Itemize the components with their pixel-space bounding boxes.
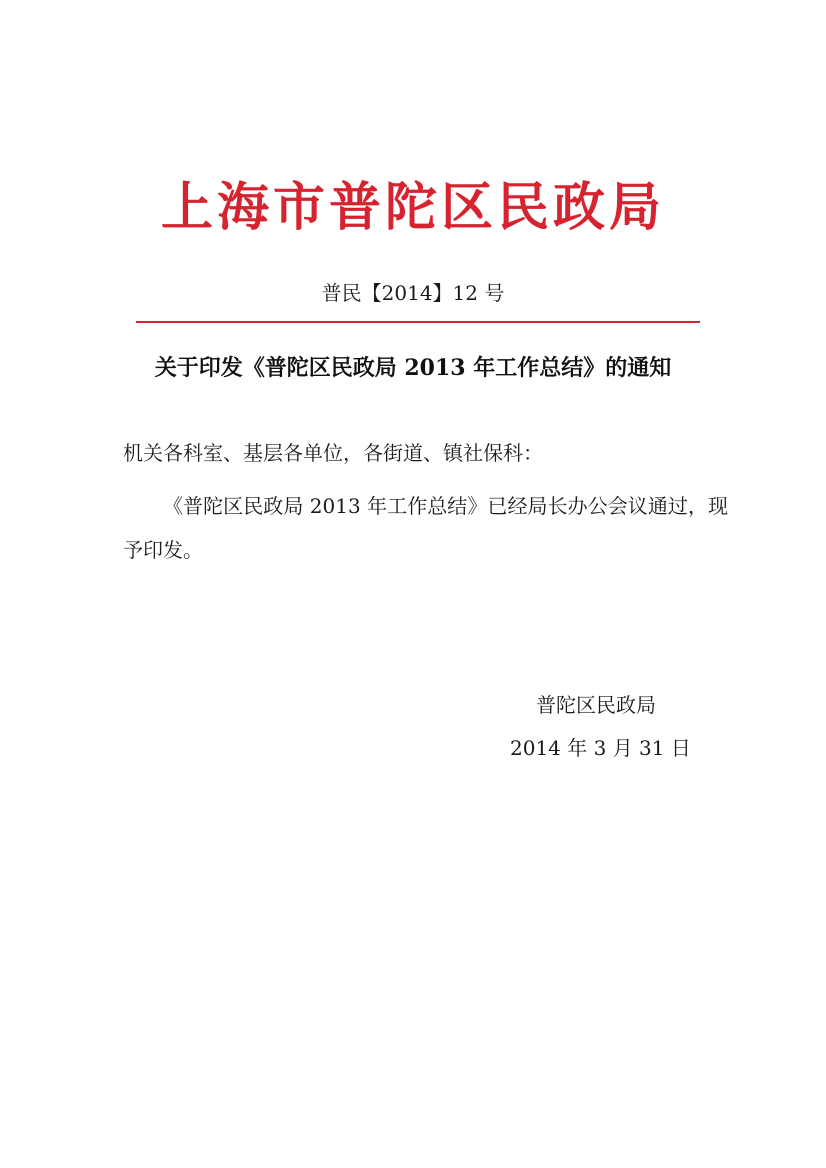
agency-header: 上海市普陀区民政局 (160, 177, 665, 238)
notice-title: 关于印发《普陀区民政局 2013 年工作总结》的通知 (154, 355, 672, 381)
red-divider (136, 321, 700, 323)
body-paragraph: 《普陀区民政局 2013 年工作总结》已经局长办公会议通过，现予印发。 (123, 494, 728, 562)
signature-date: 2014 年 3 月 31 日 (510, 736, 691, 760)
document-number: 普民【2014】12 号 (321, 281, 505, 305)
signature-organization: 普陀区民政局 (536, 693, 656, 717)
salutation: 机关各科室、基层各单位，各街道、镇社保科： (123, 441, 543, 465)
